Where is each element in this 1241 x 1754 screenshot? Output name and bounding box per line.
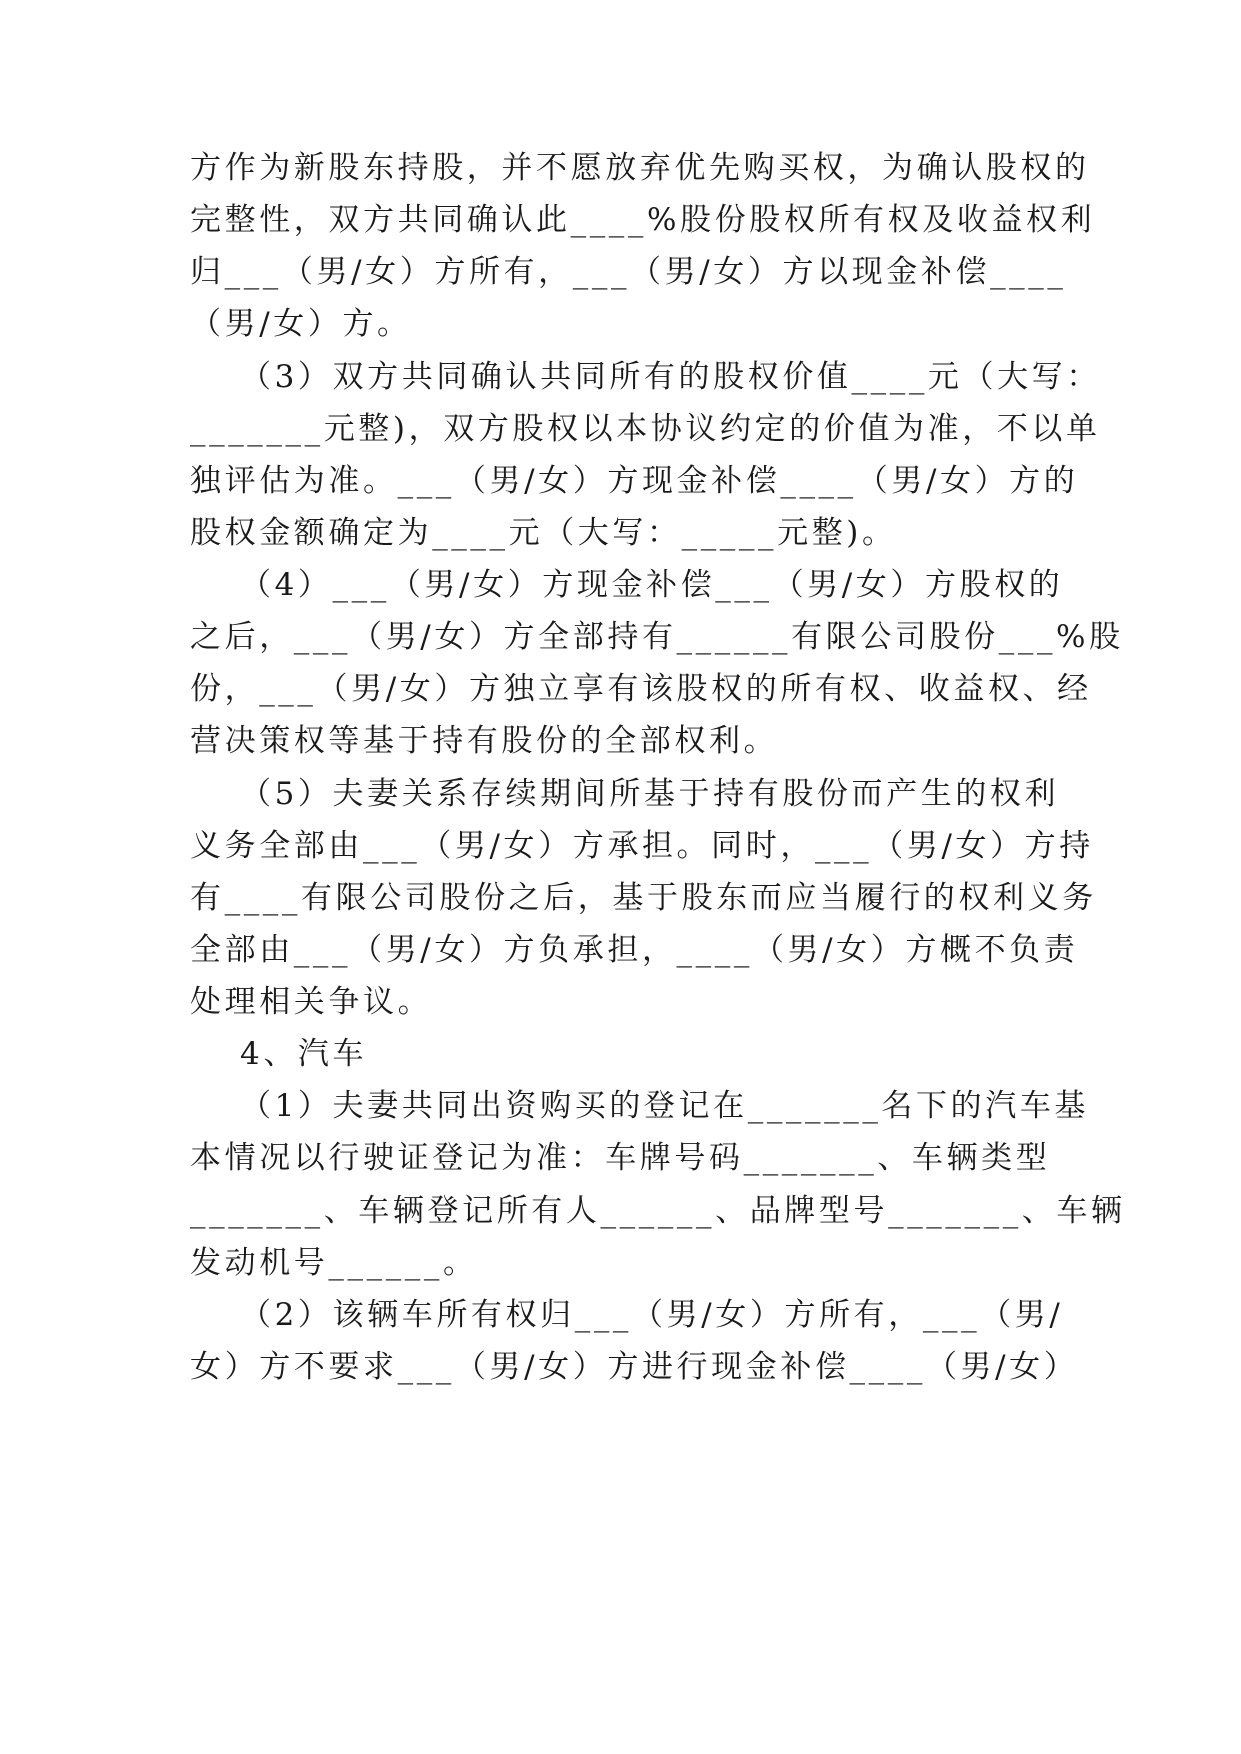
text-line: 全部由___（男/女）方负承担，____（男/女）方概不负责: [190, 932, 1079, 968]
text-line: 完整性，双方共同确认此____%股份股权所有权及收益权利: [190, 202, 1096, 238]
text-line: 发动机号______。: [190, 1245, 478, 1281]
paragraph-start-line: （2）该辆车所有权归___（男/女）方所有，___（男/: [240, 1297, 1064, 1333]
paragraph-start-line: （1）夫妻共同出资购买的登记在_______名下的汽车基: [240, 1088, 1090, 1124]
section-heading: 4、汽车: [240, 1036, 368, 1072]
text-line: 方作为新股东持股，并不愿放弃优先购买权，为确认股权的: [190, 150, 1090, 186]
text-line: 女）方不要求___（男/女）方进行现金补偿____（男/女）: [190, 1349, 1079, 1385]
text-line: 处理相关争议。: [190, 984, 433, 1020]
paragraph-start-line: （3）双方共同确认共同所有的股权价值____元（大写：: [240, 359, 1101, 395]
text-line: 份，___（男/女）方独立享有该股权的所有权、收益权、经: [190, 671, 1092, 707]
text-line: 独评估为准。___（男/女）方现金补偿____（男/女）方的: [190, 463, 1079, 499]
text-line: 归___（男/女）方所有，___（男/女）方以现金补偿____: [190, 254, 1067, 290]
text-line: 之后，___（男/女）方全部持有______有限公司股份___%股: [190, 619, 1124, 655]
text-line: 有____有限公司股份之后，基于股东而应当履行的权利义务: [190, 880, 1097, 916]
text-line: 义务全部由___（男/女）方承担。同时，___（男/女）方持: [190, 828, 1094, 864]
text-line: （男/女）方。: [190, 306, 412, 342]
paragraph-start-line: （4）___（男/女）方现金补偿___（男/女）方股权的: [240, 567, 1064, 603]
text-line: 营决策权等基于持有股份的全部权利。: [190, 723, 779, 759]
text-line: 股权金额确定为____元（大写：_____元整)。: [190, 515, 897, 551]
paragraph-start-line: （5）夫妻关系存续期间所基于持有股份而产生的权利: [240, 776, 1060, 812]
text-line: 本情况以行驶证登记为准：车牌号码_______、车辆类型: [190, 1140, 1051, 1176]
text-line: _______元整)，双方股权以本协议约定的价值为准，不以单: [190, 411, 1101, 447]
text-line: _______、车辆登记所有人______、品牌型号_______、车辆: [190, 1193, 1126, 1229]
